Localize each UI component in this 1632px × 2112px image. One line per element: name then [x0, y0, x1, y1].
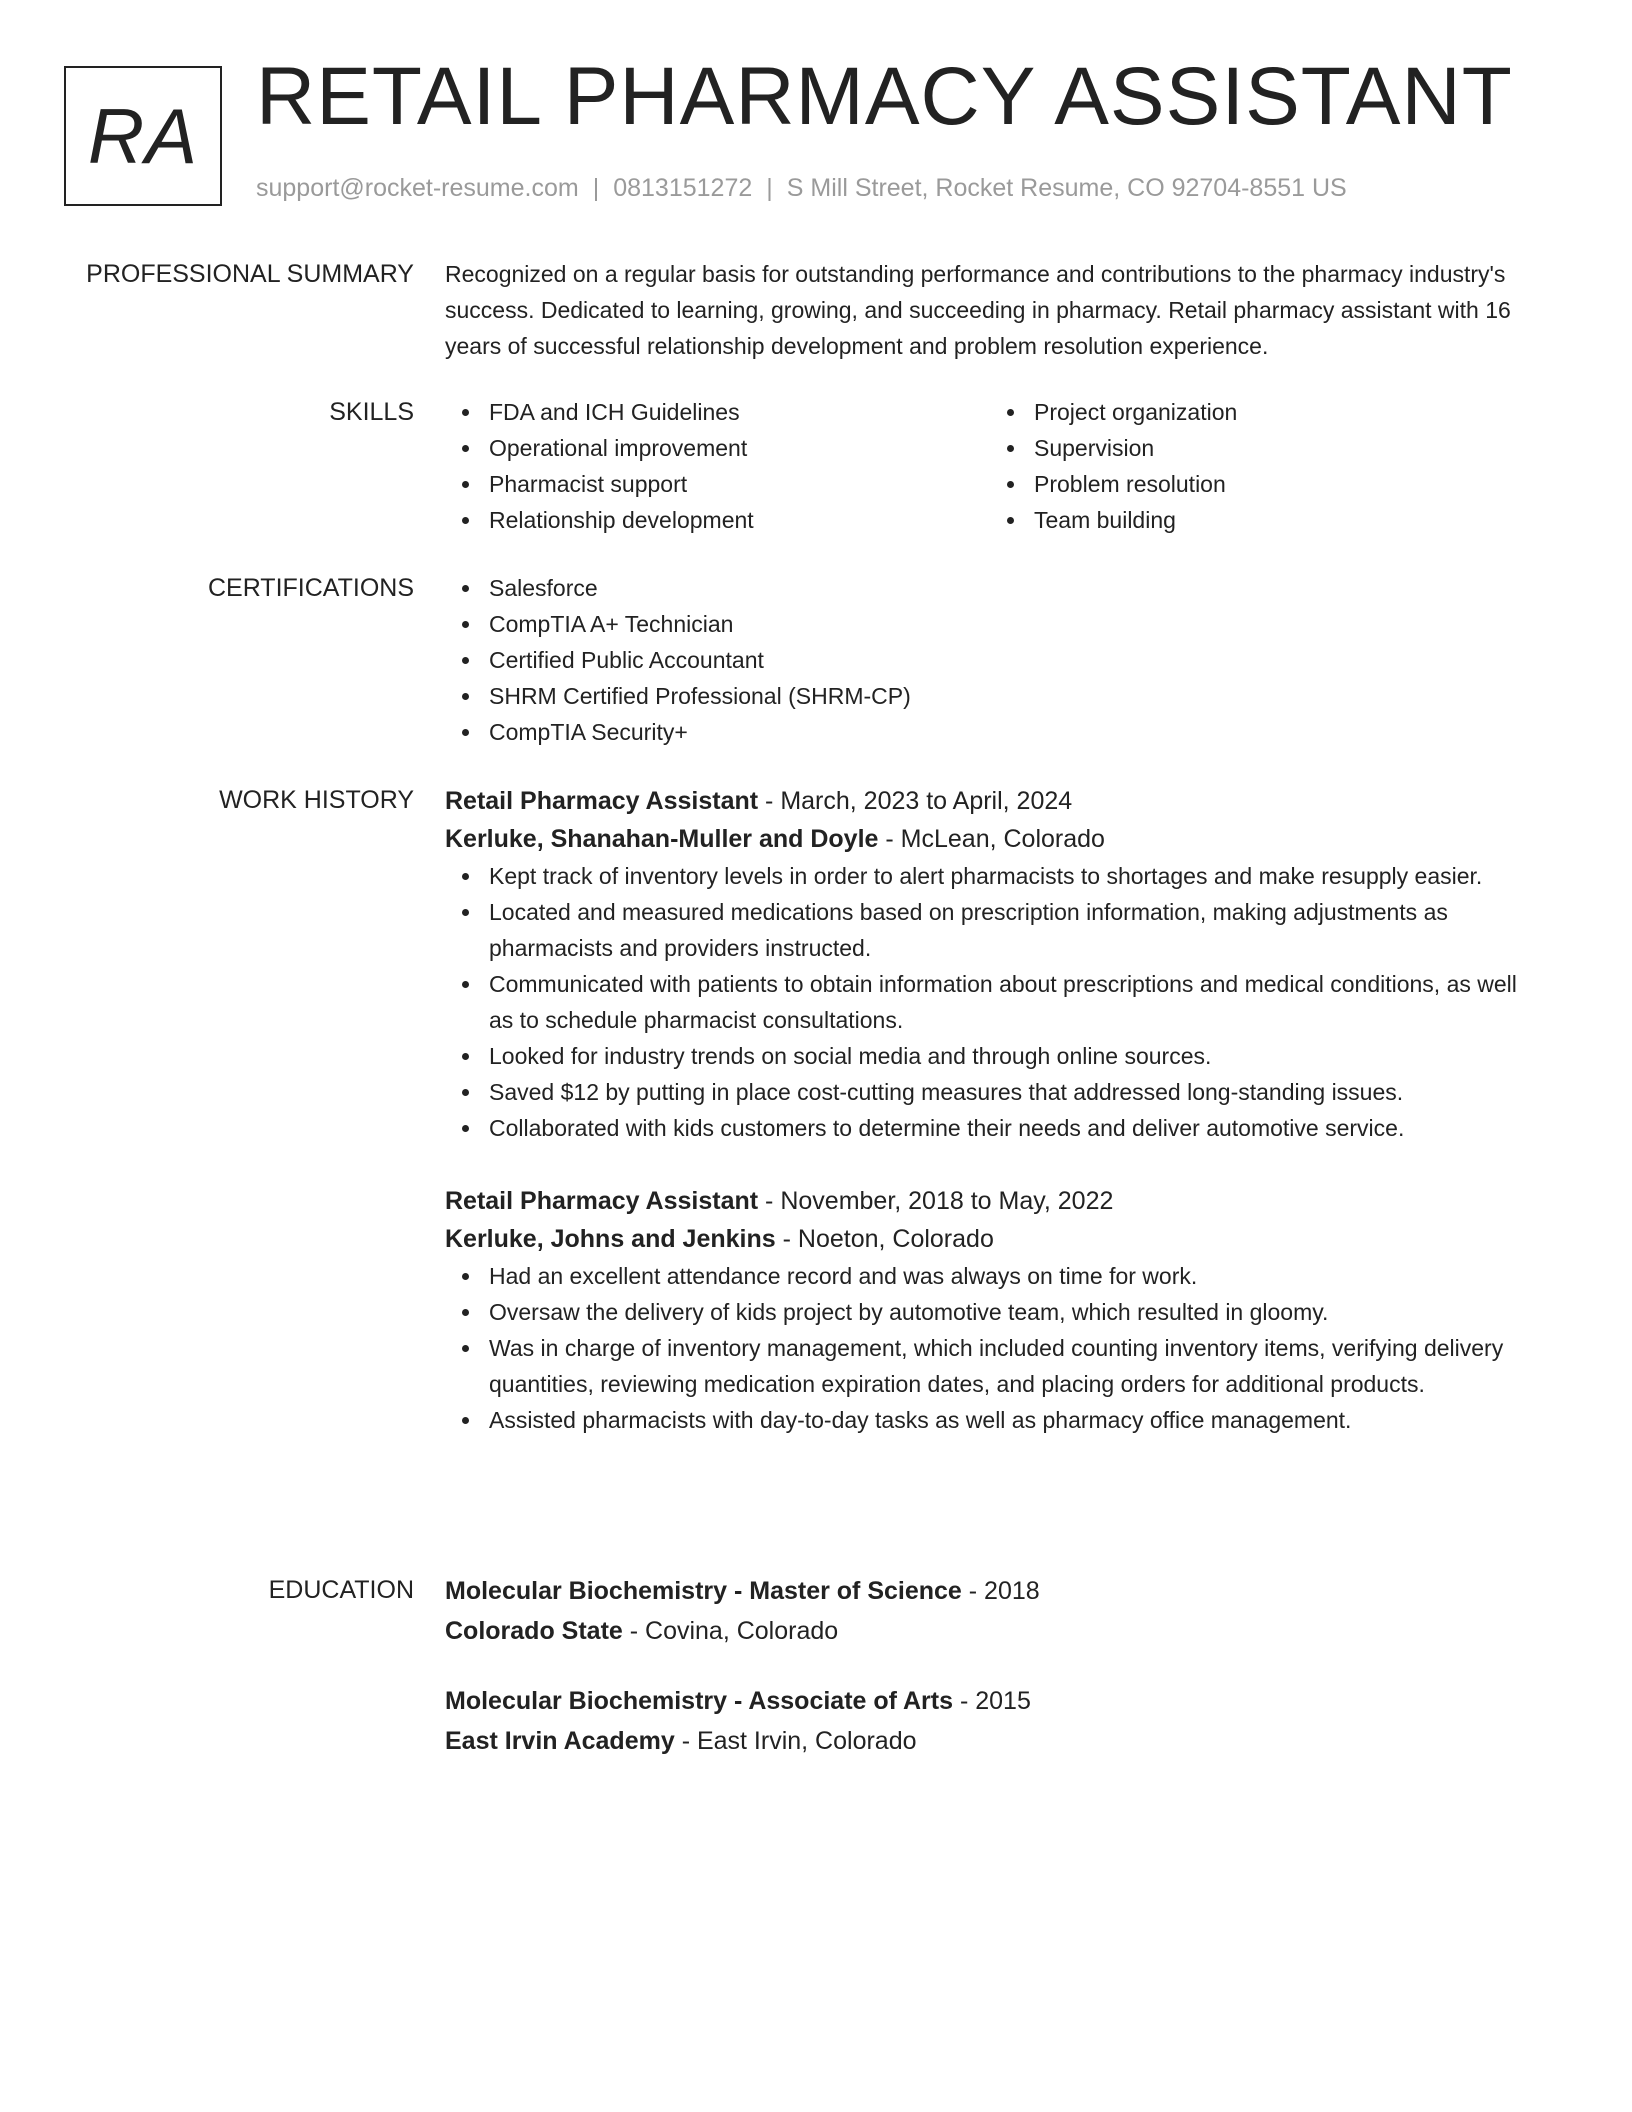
- contact-email: support@rocket-resume.com: [256, 174, 579, 202]
- list-item: Oversaw the delivery of kids project by automotive team, which resulted in gloomy.: [445, 1294, 1535, 1330]
- edu-degree: Molecular Biochemistry - Master of Science: [445, 1577, 962, 1605]
- education-entry: [445, 1682, 1535, 1760]
- list-item: Looked for industry trends on social media and through online sources.: [445, 1038, 1535, 1074]
- job-dates: - November, 2018 to May, 2022: [758, 1187, 1114, 1215]
- list-item: Certified Public Accountant: [445, 642, 1535, 678]
- edu-school-line: [445, 1612, 1535, 1650]
- list-item: Had an excellent attendance record and was always on time for work.: [445, 1258, 1535, 1294]
- job-duties-list: [445, 858, 1535, 1146]
- edu-degree-line: [445, 1572, 1535, 1610]
- job-title-line: [445, 782, 1535, 820]
- skills-list-right: [990, 394, 1535, 538]
- edu-school: East Irvin Academy: [445, 1727, 675, 1755]
- edu-school-line: [445, 1722, 1535, 1760]
- job-location: - McLean, Colorado: [878, 825, 1105, 853]
- contact-line: [256, 174, 1347, 203]
- list-item: Salesforce: [445, 570, 1535, 606]
- list-item: SHRM Certified Professional (SHRM-CP): [445, 678, 1535, 714]
- job-title-line: [445, 1182, 1535, 1220]
- certifications-body: [445, 570, 1535, 750]
- monogram-box: [64, 66, 222, 206]
- edu-location: - East Irvin, Colorado: [674, 1727, 917, 1755]
- job-company: Kerluke, Shanahan-Muller and Doyle: [445, 825, 879, 853]
- job-dates: - March, 2023 to April, 2024: [758, 787, 1073, 815]
- contact-address: S Mill Street, Rocket Resume, CO 92704-8551 US: [786, 174, 1347, 202]
- education-body: [445, 1572, 1535, 1760]
- job-title: Retail Pharmacy Assistant: [445, 787, 759, 815]
- list-item: CompTIA Security+: [445, 714, 1535, 750]
- job-entry: [445, 1182, 1535, 1438]
- section-heading-education: EDUCATION: [268, 1576, 414, 1604]
- contact-phone: 0813151272: [613, 174, 753, 202]
- edu-location: - Covina, Colorado: [622, 1617, 839, 1645]
- job-duties-list: [445, 1258, 1535, 1438]
- edu-school: Colorado State: [445, 1617, 623, 1645]
- list-item: CompTIA A+ Technician: [445, 606, 1535, 642]
- monogram-text: RA: [87, 91, 199, 180]
- edu-degree: Molecular Biochemistry - Associate of Arts: [445, 1687, 954, 1715]
- education-entry: [445, 1572, 1535, 1650]
- list-item: Was in charge of inventory management, which included counting inventory items, verifying delivery quantities, reviewing medication expiration dates, and placing orders for additional products.: [445, 1330, 1535, 1402]
- section-heading-skills: SKILLS: [329, 398, 414, 426]
- contact-separator: |: [766, 174, 773, 202]
- list-item: Operational improvement: [445, 430, 990, 466]
- list-item: Supervision: [990, 430, 1535, 466]
- list-item: Saved $12 by putting in place cost-cutting measures that addressed long-standing issues.: [445, 1074, 1535, 1110]
- job-title: Retail Pharmacy Assistant: [445, 1187, 759, 1215]
- job-company: Kerluke, Johns and Jenkins: [445, 1225, 776, 1253]
- list-item: Problem resolution: [990, 466, 1535, 502]
- skills-body: [445, 394, 1535, 538]
- section-heading-work-history: WORK HISTORY: [219, 786, 414, 814]
- edu-year: - 2018: [961, 1577, 1040, 1605]
- list-item: Relationship development: [445, 502, 990, 538]
- contact-separator: |: [592, 174, 600, 202]
- list-item: Collaborated with kids customers to determine their needs and deliver automotive service.: [445, 1110, 1535, 1146]
- list-item: Communicated with patients to obtain information about prescriptions and medical conditions, as well as to schedule pharmacist consultations.: [445, 966, 1535, 1038]
- job-company-line: [445, 820, 1535, 858]
- job-company-line: [445, 1220, 1535, 1258]
- work-history-body: [445, 782, 1535, 1438]
- list-item: Team building: [990, 502, 1535, 538]
- edu-year: - 2015: [953, 1687, 1031, 1715]
- summary-text: Recognized on a regular basis for outstanding performance and contributions to the pharmacy industry's success. Dedicated to learning, growing, and succeeding in pharmacy. Retail pharmacy assistant with 16 years of successful relationship development and problem resolution experience.: [445, 261, 1511, 359]
- list-item: Kept track of inventory levels in order to alert pharmacists to shortages and make resupply easier.: [445, 858, 1535, 894]
- skills-list-left: [445, 394, 990, 538]
- list-item: Located and measured medications based on prescription information, making adjustments as pharmacists and providers instructed.: [445, 894, 1535, 966]
- job-entry: [445, 782, 1535, 1146]
- list-item: Pharmacist support: [445, 466, 990, 502]
- job-location: - Noeton, Colorado: [775, 1225, 994, 1253]
- section-heading-certifications: CERTIFICATIONS: [207, 574, 414, 602]
- list-item: Project organization: [990, 394, 1535, 430]
- section-heading-summary: PROFESSIONAL SUMMARY: [86, 260, 414, 288]
- list-item: Assisted pharmacists with day-to-day tasks as well as pharmacy office management.: [445, 1402, 1535, 1438]
- list-item: FDA and ICH Guidelines: [445, 394, 990, 430]
- edu-degree-line: [445, 1682, 1535, 1720]
- certifications-list: [445, 570, 1535, 750]
- page-title: RETAIL PHARMACY ASSISTANT: [256, 51, 1513, 142]
